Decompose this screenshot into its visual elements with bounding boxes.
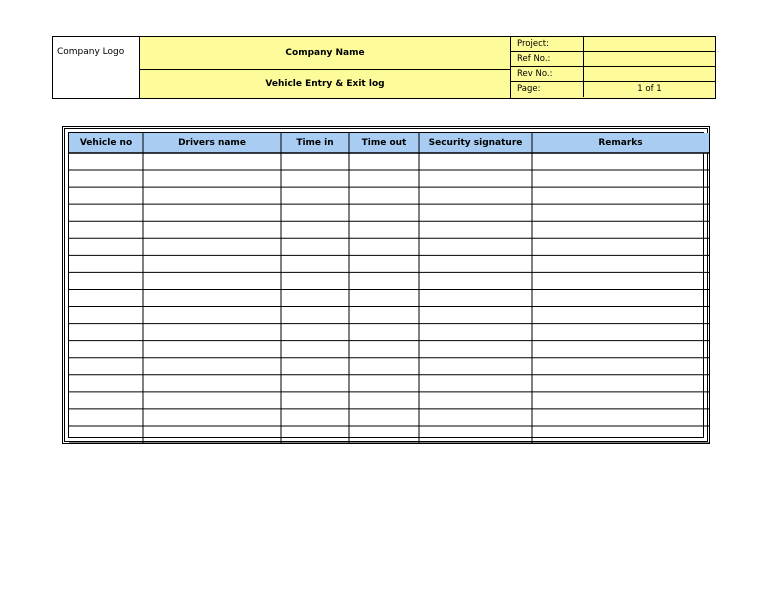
table-cell[interactable] bbox=[69, 289, 143, 306]
table-cell[interactable] bbox=[143, 255, 281, 272]
document-header bbox=[52, 36, 716, 99]
table-cell[interactable] bbox=[281, 272, 349, 289]
table-cell[interactable] bbox=[349, 409, 419, 426]
table-cell[interactable] bbox=[281, 221, 349, 238]
column-header: Time in bbox=[296, 138, 334, 148]
table-cell[interactable] bbox=[281, 204, 349, 221]
table-cell[interactable] bbox=[419, 307, 532, 324]
table-cell[interactable] bbox=[349, 358, 419, 375]
table-cell[interactable] bbox=[69, 187, 143, 204]
column-header: Vehicle no bbox=[79, 138, 133, 148]
table-cell[interactable] bbox=[532, 187, 709, 204]
table-cell[interactable] bbox=[143, 204, 281, 221]
meta-row-rev bbox=[511, 67, 715, 82]
table-cell[interactable] bbox=[349, 238, 419, 255]
company-logo bbox=[53, 37, 140, 98]
table-cell[interactable] bbox=[419, 375, 532, 392]
table-cell[interactable] bbox=[532, 255, 709, 272]
table-cell[interactable] bbox=[143, 409, 281, 426]
table-cell[interactable] bbox=[532, 272, 709, 289]
table-cell[interactable] bbox=[349, 187, 419, 204]
table-cell[interactable] bbox=[349, 392, 419, 409]
table-cell[interactable] bbox=[532, 170, 709, 187]
table-cell[interactable] bbox=[143, 289, 281, 306]
table-cell[interactable] bbox=[143, 324, 281, 341]
table-cell[interactable] bbox=[419, 426, 532, 443]
company-logo-label: Company Logo bbox=[57, 47, 125, 57]
document-title: Vehicle Entry & Exit log bbox=[140, 70, 511, 98]
table-cell[interactable] bbox=[281, 409, 349, 426]
table-cell[interactable] bbox=[69, 221, 143, 238]
table-cell[interactable] bbox=[281, 153, 349, 170]
table-cell[interactable] bbox=[532, 307, 709, 324]
table-cell[interactable] bbox=[349, 426, 419, 443]
table-cell[interactable] bbox=[143, 187, 281, 204]
table-cell[interactable] bbox=[69, 426, 143, 443]
table-cell[interactable] bbox=[419, 324, 532, 341]
table-cell[interactable] bbox=[143, 272, 281, 289]
table-cell[interactable] bbox=[349, 289, 419, 306]
log-table bbox=[62, 126, 710, 444]
table-cell[interactable] bbox=[281, 426, 349, 443]
table-cell[interactable] bbox=[69, 375, 143, 392]
table-cell[interactable] bbox=[281, 238, 349, 255]
company-name: Company Name bbox=[140, 37, 511, 70]
table-cell[interactable] bbox=[532, 426, 709, 443]
table-cell[interactable] bbox=[143, 307, 281, 324]
table-cell[interactable] bbox=[532, 324, 709, 341]
log-table-inner bbox=[68, 132, 704, 438]
table-cell[interactable] bbox=[349, 324, 419, 341]
meta-value: 1 of 1 bbox=[637, 84, 662, 94]
table-cell[interactable] bbox=[69, 358, 143, 375]
meta-label: Ref No.: bbox=[511, 52, 584, 66]
table-cell[interactable] bbox=[69, 238, 143, 255]
meta-value[interactable] bbox=[584, 52, 715, 66]
table-cell[interactable] bbox=[143, 426, 281, 443]
meta-row-ref bbox=[511, 52, 715, 67]
table-cell[interactable] bbox=[69, 392, 143, 409]
table-cell[interactable] bbox=[281, 341, 349, 358]
table-cell[interactable] bbox=[69, 409, 143, 426]
table-cell[interactable] bbox=[349, 375, 419, 392]
table-cell[interactable] bbox=[69, 341, 143, 358]
table-cell[interactable] bbox=[532, 375, 709, 392]
table-cell[interactable] bbox=[69, 204, 143, 221]
table-cell[interactable] bbox=[349, 221, 419, 238]
table-cell[interactable] bbox=[69, 170, 143, 187]
table-cell[interactable] bbox=[419, 204, 532, 221]
table-cell[interactable] bbox=[143, 341, 281, 358]
table-cell[interactable] bbox=[281, 307, 349, 324]
meta-row-project bbox=[511, 37, 715, 52]
column-header: Remarks bbox=[598, 138, 643, 148]
meta-row-page bbox=[511, 82, 715, 97]
table-cell[interactable] bbox=[532, 204, 709, 221]
table-cell[interactable] bbox=[281, 324, 349, 341]
table-cell[interactable] bbox=[419, 170, 532, 187]
table-cell[interactable] bbox=[532, 238, 709, 255]
meta-label: Page: bbox=[511, 82, 584, 97]
table-cell[interactable] bbox=[69, 272, 143, 289]
table-cell[interactable] bbox=[349, 272, 419, 289]
table-cell[interactable] bbox=[143, 170, 281, 187]
column-header: Drivers name bbox=[178, 138, 246, 148]
table-cell[interactable] bbox=[143, 221, 281, 238]
table-cell[interactable] bbox=[349, 255, 419, 272]
table-cell[interactable] bbox=[349, 153, 419, 170]
table-cell[interactable] bbox=[349, 307, 419, 324]
meta-label: Project: bbox=[511, 37, 584, 51]
table-cell[interactable] bbox=[419, 187, 532, 204]
table-cell[interactable] bbox=[419, 153, 532, 170]
table-cell[interactable] bbox=[69, 307, 143, 324]
table-cell[interactable] bbox=[143, 392, 281, 409]
table-cell[interactable] bbox=[532, 341, 709, 358]
table-cell[interactable] bbox=[419, 272, 532, 289]
table-cell[interactable] bbox=[419, 238, 532, 255]
table-cell[interactable] bbox=[419, 289, 532, 306]
table-cell[interactable] bbox=[281, 187, 349, 204]
table-cell[interactable] bbox=[419, 341, 532, 358]
log-grid bbox=[69, 133, 703, 437]
meta-value[interactable] bbox=[584, 67, 715, 81]
column-header: Time out bbox=[361, 138, 407, 148]
table-cell[interactable] bbox=[349, 170, 419, 187]
table-cell[interactable] bbox=[532, 392, 709, 409]
table-cell[interactable] bbox=[69, 324, 143, 341]
table-cell[interactable] bbox=[419, 221, 532, 238]
table-cell[interactable] bbox=[281, 255, 349, 272]
table-cell[interactable] bbox=[532, 153, 709, 170]
table-cell[interactable] bbox=[419, 392, 532, 409]
table-cell[interactable] bbox=[69, 255, 143, 272]
table-cell[interactable] bbox=[532, 409, 709, 426]
table-cell[interactable] bbox=[69, 153, 143, 170]
table-cell[interactable] bbox=[143, 238, 281, 255]
column-header: Security signature bbox=[428, 138, 523, 148]
table-cell[interactable] bbox=[532, 221, 709, 238]
table-cell[interactable] bbox=[349, 341, 419, 358]
table-cell[interactable] bbox=[143, 153, 281, 170]
table-cell[interactable] bbox=[419, 358, 532, 375]
table-cell[interactable] bbox=[143, 358, 281, 375]
table-cell[interactable] bbox=[281, 375, 349, 392]
meta-box bbox=[511, 37, 715, 98]
table-cell[interactable] bbox=[349, 204, 419, 221]
meta-label: Rev No.: bbox=[511, 67, 584, 81]
table-cell[interactable] bbox=[281, 170, 349, 187]
table-cell[interactable] bbox=[532, 358, 709, 375]
table-cell[interactable] bbox=[419, 409, 532, 426]
table-cell[interactable] bbox=[281, 392, 349, 409]
table-cell[interactable] bbox=[281, 358, 349, 375]
table-cell[interactable] bbox=[143, 375, 281, 392]
table-cell[interactable] bbox=[281, 289, 349, 306]
meta-value[interactable] bbox=[584, 37, 715, 51]
table-cell[interactable] bbox=[419, 255, 532, 272]
table-cell[interactable] bbox=[532, 289, 709, 306]
